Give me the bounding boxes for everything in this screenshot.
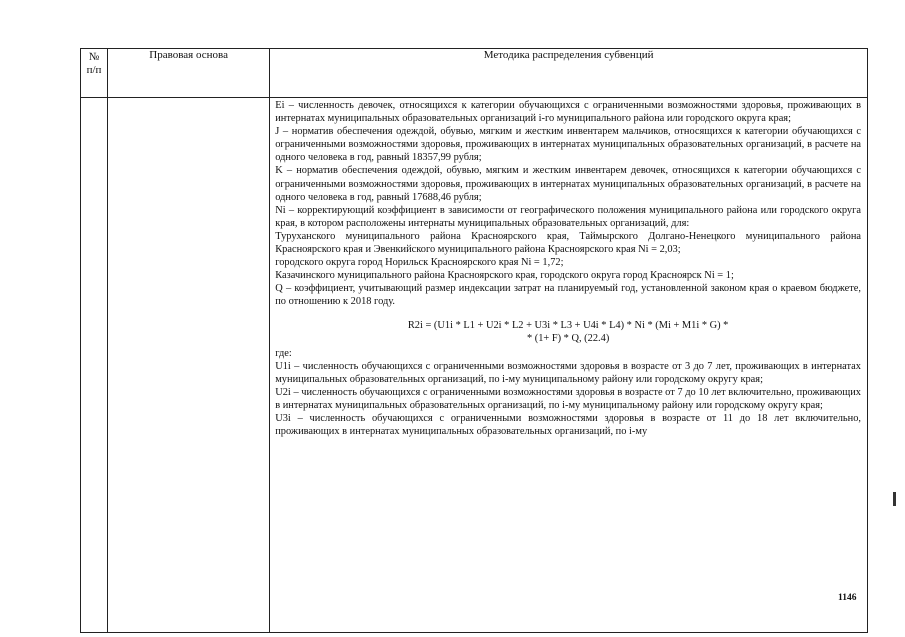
paragraph-u2i: U2i – численность обучающихся с ограниченными возможностями здоровья в возрасте от 7 до 10 лет включительно, проживающих в интернатах муниципальных образовательных организаций, по i-му муниципальному району или городскому округу края; <box>275 386 861 412</box>
methodology-cell <box>270 98 868 633</box>
header-number-label: № п/п <box>86 51 102 76</box>
paragraph-j: J – норматив обеспечения одеждой, обувью, мягким и жестким инвентарем мальчиков, относящихся к категории обучающихся с ограниченными возможностями здоровья, проживающих в интернатах муниципальных образовательных организаций, в расчете на одного человека в год, равный 18357,99 рубля; <box>275 126 861 164</box>
paragraph-where: где: <box>275 347 292 359</box>
paragraph-ei: Ei – численность девочек, относящихся к категории обучающихся с ограниченными возможностями здоровья, проживающих в интернатах муниципальных образовательных организаций i-го муниципального района или городского округа края; <box>275 100 861 125</box>
paragraph-ni-norilsk: городского округа город Норильск Красноярского края Ni = 1,72; <box>275 257 564 269</box>
methodology-text <box>270 98 867 438</box>
header-legal-basis <box>108 49 270 98</box>
header-methodology <box>270 49 868 98</box>
legal-basis-cell <box>108 98 270 633</box>
subvention-table <box>80 48 868 633</box>
header-methodology-label: Методика распределения субвенций <box>483 49 654 61</box>
paragraph-q: Q – коэффициент, учитывающий размер индексации затрат на планируемый год, установленной законом края о краевом бюджете, по отношению к 2018 году. <box>275 283 861 308</box>
paragraph-u1i: U1i – численность обучающихся с ограниченными возможностями здоровья в возрасте от 3 до 7 лет, проживающих в интернатах муниципальных образовательных организаций, по i-му муниципальному району или городскому округу края; <box>275 360 861 385</box>
table-body-row <box>81 98 868 633</box>
page-number: 1146 <box>838 593 857 603</box>
paragraph-u3i: U3i – численность обучающихся с ограниченными возможностями здоровья в возрасте от 11 до 18 лет включительно, проживающих в интернатах муниципальных образовательных организаций, по i-му <box>275 413 861 438</box>
formula-line-2: * (1+ F) * Q, (22.4) <box>526 332 610 344</box>
scan-edge-mark <box>893 492 896 506</box>
formula-22-4 <box>275 319 861 345</box>
formula-line-1: R2i = (U1i * L1 + U2i * L2 + U3i * L3 + U4i * L4) * Ni * (Mi + M1i * G) * <box>407 319 729 331</box>
paragraph-ni: Ni – корректирующий коэффициент в зависимости от географического положения муниципального района или городского округа края, в котором расположены интернаты муниципальных образовательных организаций, для: <box>275 204 861 229</box>
table-header-row <box>81 49 868 98</box>
paragraph-ni-turukhansk: Туруханского муниципального района Красноярского края, Таймырского Долгано-Ненецкого муниципального района Красноярского края и Эвенкийского муниципального района Красноярского края Ni = 2,03; <box>275 230 861 256</box>
paragraph-ni-kazachinsk: Казачинского муниципального района Красноярского края, городского округа город Красноярск Ni = 1; <box>275 270 734 282</box>
paragraph-k: K – норматив обеспечения одеждой, обувью, мягким и жестким инвентарем девочек, относящихся к категории обучающихся с ограниченными возможностями здоровья, проживающих в интернатах муниципальных образовательных организаций, в расчете на одного человека в год, равный 17688,46 рубля; <box>275 165 861 203</box>
header-number <box>81 49 108 98</box>
number-cell <box>81 98 108 633</box>
header-legal-basis-label: Правовая основа <box>149 49 228 61</box>
